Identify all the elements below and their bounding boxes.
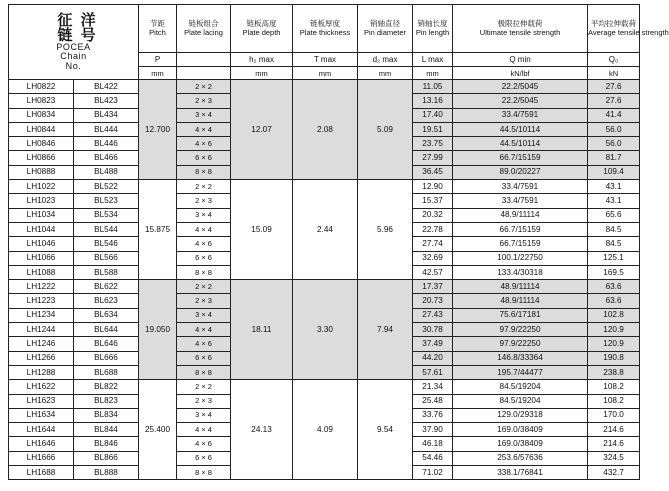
pitch-value: 19.050 [139,280,177,380]
bl-chain-number: BL488 [74,165,139,179]
lh-chain-number: LH1246 [9,337,74,351]
bl-chain-number: BL644 [74,323,139,337]
plate-depth-value: 15.09 [231,180,293,280]
bl-chain-number: BL423 [74,94,139,108]
symbol-plate-lacing [177,53,231,67]
lh-chain-number: LH1666 [9,451,74,465]
pin-length-value: 22.78 [413,222,453,236]
bl-chain-number: BL834 [74,408,139,422]
header-row [9,5,640,53]
plate-lacing-value: 3 × 4 [177,308,231,322]
lh-chain-number: LH1622 [9,380,74,394]
plate-lacing-value: 2 × 3 [177,294,231,308]
lh-chain-number: LH0823 [9,94,74,108]
table-row [9,80,640,94]
average-tensile-strength-value: 65.6 [588,208,640,222]
bl-chain-number: BL866 [74,451,139,465]
plate-lacing-value: 2 × 2 [177,380,231,394]
ultimate-tensile-strength-value: 89.0/20227 [453,165,588,179]
ultimate-tensile-strength-value: 75.6/17181 [453,308,588,322]
lh-chain-number: LH1646 [9,437,74,451]
lh-chain-number: LH1688 [9,466,74,480]
plate-lacing-value: 8 × 8 [177,466,231,480]
plate-lacing-value: 2 × 2 [177,280,231,294]
lh-chain-number: LH1234 [9,308,74,322]
plate-lacing-value: 3 × 4 [177,208,231,222]
plate-lacing-value: 8 × 8 [177,365,231,379]
pin-length-value: 42.57 [413,265,453,279]
bl-chain-number: BL846 [74,437,139,451]
average-tensile-strength-value: 214.6 [588,437,640,451]
bl-chain-number: BL444 [74,122,139,136]
average-tensile-strength-value: 43.1 [588,194,640,208]
plate-lacing-value: 2 × 3 [177,194,231,208]
pin-length-value: 57.61 [413,365,453,379]
ultimate-tensile-strength-value: 48.9/11114 [453,294,588,308]
average-tensile-strength-value: 102.8 [588,308,640,322]
pitch-value: 25.400 [139,380,177,480]
average-tensile-strength-value: 238.8 [588,365,640,379]
bl-chain-number: BL523 [74,194,139,208]
average-tensile-strength-value: 108.2 [588,394,640,408]
symbol-plate-thickness: T max [293,53,358,67]
bl-chain-number: BL634 [74,308,139,322]
ultimate-tensile-strength-value: 66.7/15159 [453,222,588,236]
ultimate-tensile-strength-value: 133.4/30318 [453,265,588,279]
pin-diameter-value: 5.96 [358,180,413,280]
header-pin-diameter: 销轴直径 Pin diameter [358,5,413,53]
header-pin-length: 销轴长度 Pin length [413,5,453,53]
average-tensile-strength-value: 214.6 [588,423,640,437]
pin-length-value: 32.69 [413,251,453,265]
lh-chain-number: LH1222 [9,280,74,294]
plate-lacing-value: 3 × 4 [177,108,231,122]
pin-length-value: 13.16 [413,94,453,108]
plate-lacing-value: 4 × 6 [177,437,231,451]
bl-chain-number: BL622 [74,280,139,294]
pin-length-value: 19.51 [413,122,453,136]
average-tensile-strength-value: 27.6 [588,94,640,108]
symbol-plate-depth: h₂ max [231,53,293,67]
plate-lacing-value: 4 × 4 [177,423,231,437]
lh-chain-number: LH1244 [9,323,74,337]
pin-length-value: 44.20 [413,351,453,365]
symbol-pin-diameter: d₂ max [358,53,413,67]
lh-chain-number: LH1623 [9,394,74,408]
bl-chain-number: BL544 [74,222,139,236]
unit-ultimate-tensile-strength: kN/lbf [453,67,588,80]
bl-chain-number: BL823 [74,394,139,408]
plate-lacing-value: 4 × 6 [177,337,231,351]
plate-lacing-value: 8 × 8 [177,265,231,279]
lh-chain-number: LH1066 [9,251,74,265]
ultimate-tensile-strength-value: 48.9/11114 [453,208,588,222]
bl-chain-number: BL534 [74,208,139,222]
average-tensile-strength-value: 43.1 [588,180,640,194]
average-tensile-strength-value: 120.9 [588,323,640,337]
lh-chain-number: LH0866 [9,151,74,165]
table-body [9,5,669,480]
brand-chinese-line2: 链 号 [57,26,98,44]
lh-chain-number: LH1023 [9,194,74,208]
pin-length-value: 20.32 [413,208,453,222]
plate-lacing-value: 4 × 4 [177,122,231,136]
plate-depth-value: 12.07 [231,80,293,180]
average-tensile-strength-value: 84.5 [588,222,640,236]
brand-english-line1: POCEA [56,41,91,52]
average-tensile-strength-value: 84.5 [588,237,640,251]
bl-chain-number: BL546 [74,237,139,251]
lh-chain-number: LH1223 [9,294,74,308]
average-tensile-strength-value: 169.5 [588,265,640,279]
pin-length-value: 27.43 [413,308,453,322]
plate-lacing-value: 6 × 6 [177,351,231,365]
lh-chain-number: LH0834 [9,108,74,122]
average-tensile-strength-value: 108.2 [588,380,640,394]
average-tensile-strength-value: 190.8 [588,351,640,365]
plate-lacing-value: 4 × 4 [177,222,231,236]
lh-chain-number: LH0844 [9,122,74,136]
bl-chain-number: BL434 [74,108,139,122]
ultimate-tensile-strength-value: 22.2/5045 [453,94,588,108]
average-tensile-strength-value: 63.6 [588,294,640,308]
pin-length-value: 12.90 [413,180,453,194]
average-tensile-strength-value: 120.9 [588,337,640,351]
header-plate-depth: 链板高度 Plate depth [231,5,293,53]
plate-lacing-value: 6 × 6 [177,251,231,265]
plate-lacing-value: 4 × 4 [177,323,231,337]
ultimate-tensile-strength-value: 66.7/15159 [453,237,588,251]
bl-chain-number: BL688 [74,365,139,379]
ultimate-tensile-strength-value: 84.5/19204 [453,394,588,408]
plate-thickness-value: 2.44 [293,180,358,280]
lh-chain-number: LH1044 [9,222,74,236]
average-tensile-strength-value: 27.6 [588,80,640,94]
plate-lacing-value: 2 × 3 [177,394,231,408]
lh-chain-number: LH1634 [9,408,74,422]
pin-length-value: 27.74 [413,237,453,251]
unit-plate-thickness: mm [293,67,358,80]
plate-lacing-value: 3 × 4 [177,408,231,422]
lh-chain-number: LH1046 [9,237,74,251]
average-tensile-strength-value: 109.4 [588,165,640,179]
ultimate-tensile-strength-value: 169.0/38409 [453,437,588,451]
pin-length-value: 37.49 [413,337,453,351]
average-tensile-strength-value: 56.0 [588,137,640,151]
bl-chain-number: BL646 [74,337,139,351]
ultimate-tensile-strength-value: 195.7/44477 [453,365,588,379]
table-row [9,180,640,194]
leaf-chain-spec-table [8,4,669,480]
ultimate-tensile-strength-value: 169.0/38409 [453,423,588,437]
pitch-value: 15.875 [139,180,177,280]
header-plate-thickness: 链板厚度 Plate thickness [293,5,358,53]
header-plate-lacing: 链板组合 Plate lacing [177,5,231,53]
bl-chain-number: BL888 [74,466,139,480]
pin-length-value: 27.99 [413,151,453,165]
pin-length-value: 17.37 [413,280,453,294]
plate-lacing-value: 2 × 3 [177,94,231,108]
bl-chain-number: BL844 [74,423,139,437]
plate-lacing-value: 4 × 6 [177,137,231,151]
table-row [9,380,640,394]
lh-chain-number: LH1288 [9,365,74,379]
pin-diameter-value: 5.09 [358,80,413,180]
brand-english-line2: Chain [60,51,87,62]
pitch-value: 12.700 [139,80,177,180]
lh-chain-number: LH1644 [9,423,74,437]
pin-length-value: 33.76 [413,408,453,422]
header-ultimate-tensile-strength: 极限拉伸载荷 Ultimate tensile strength [453,5,588,53]
plate-lacing-value: 8 × 8 [177,165,231,179]
bl-chain-number: BL666 [74,351,139,365]
symbol-ultimate-tensile-strength: Q min [453,53,588,67]
plate-lacing-value: 2 × 2 [177,180,231,194]
pin-length-value: 11.05 [413,80,453,94]
ultimate-tensile-strength-value: 253.6/57636 [453,451,588,465]
bl-chain-number: BL822 [74,380,139,394]
bl-chain-number: BL446 [74,137,139,151]
pin-diameter-value: 9.54 [358,380,413,480]
ultimate-tensile-strength-value: 97.9/22250 [453,337,588,351]
average-tensile-strength-value: 125.1 [588,251,640,265]
brand-english-line3: No. [65,60,82,71]
pin-length-value: 17.40 [413,108,453,122]
bl-chain-number: BL623 [74,294,139,308]
pin-length-value: 30.78 [413,323,453,337]
plate-thickness-value: 4.09 [293,380,358,480]
plate-lacing-value: 6 × 6 [177,451,231,465]
ultimate-tensile-strength-value: 48.9/11114 [453,280,588,294]
bl-chain-number: BL566 [74,251,139,265]
brand-cell [9,5,139,80]
unit-plate-depth: mm [231,67,293,80]
brand-chinese-line1: 征 洋 [57,11,98,29]
unit-pitch: mm [139,67,177,80]
plate-depth-value: 18.11 [231,280,293,380]
header-pitch: 节距 Pitch [139,5,177,53]
ultimate-tensile-strength-value: 22.2/5045 [453,80,588,94]
plate-lacing-value: 2 × 2 [177,80,231,94]
plate-depth-value: 24.13 [231,380,293,480]
average-tensile-strength-value: 81.7 [588,151,640,165]
ultimate-tensile-strength-value: 84.5/19204 [453,380,588,394]
lh-chain-number: LH1034 [9,208,74,222]
ultimate-tensile-strength-value: 66.7/15159 [453,151,588,165]
pin-length-value: 25.48 [413,394,453,408]
lh-chain-number: LH1088 [9,265,74,279]
header-average-tensile-strength: 平均拉伸载荷 Average tensile strength [588,5,640,53]
plate-thickness-value: 2.08 [293,80,358,180]
unit-pin-length: mm [413,67,453,80]
symbol-pitch: P [139,53,177,67]
average-tensile-strength-value: 56.0 [588,122,640,136]
bl-chain-number: BL422 [74,80,139,94]
ultimate-tensile-strength-value: 33.4/7591 [453,194,588,208]
plate-lacing-value: 4 × 6 [177,237,231,251]
pin-length-value: 54.46 [413,451,453,465]
pin-length-value: 23.75 [413,137,453,151]
lh-chain-number: LH0888 [9,165,74,179]
pin-length-value: 36.45 [413,165,453,179]
symbol-average-tensile-strength: Q₀ [588,53,640,67]
lh-chain-number: LH1022 [9,180,74,194]
ultimate-tensile-strength-value: 97.9/22250 [453,323,588,337]
ultimate-tensile-strength-value: 338.1/76841 [453,466,588,480]
ultimate-tensile-strength-value: 129.0/29318 [453,408,588,422]
pin-length-value: 20.73 [413,294,453,308]
unit-pin-diameter: mm [358,67,413,80]
average-tensile-strength-value: 63.6 [588,280,640,294]
pin-diameter-value: 7.94 [358,280,413,380]
bl-chain-number: BL466 [74,151,139,165]
lh-chain-number: LH0846 [9,137,74,151]
pin-length-value: 15.37 [413,194,453,208]
ultimate-tensile-strength-value: 100.1/22750 [453,251,588,265]
ultimate-tensile-strength-value: 44.5/10114 [453,137,588,151]
unit-average-tensile-strength: kN [588,67,640,80]
pin-length-value: 46.18 [413,437,453,451]
lh-chain-number: LH0822 [9,80,74,94]
lh-chain-number: LH1266 [9,351,74,365]
bl-chain-number: BL588 [74,265,139,279]
unit-plate-lacing [177,67,231,80]
average-tensile-strength-value: 41.4 [588,108,640,122]
ultimate-tensile-strength-value: 44.5/10114 [453,122,588,136]
ultimate-tensile-strength-value: 33.4/7591 [453,180,588,194]
ultimate-tensile-strength-value: 146.8/33364 [453,351,588,365]
bl-chain-number: BL522 [74,180,139,194]
table-row [9,280,640,294]
average-tensile-strength-value: 324.5 [588,451,640,465]
ultimate-tensile-strength-value: 33.4/7591 [453,108,588,122]
pin-length-value: 21.34 [413,380,453,394]
plate-lacing-value: 6 × 6 [177,151,231,165]
pin-length-value: 37.90 [413,423,453,437]
pin-length-value: 71.02 [413,466,453,480]
average-tensile-strength-value: 432.7 [588,466,640,480]
plate-thickness-value: 3.30 [293,280,358,380]
average-tensile-strength-value: 170.0 [588,408,640,422]
symbol-pin-length: L max [413,53,453,67]
